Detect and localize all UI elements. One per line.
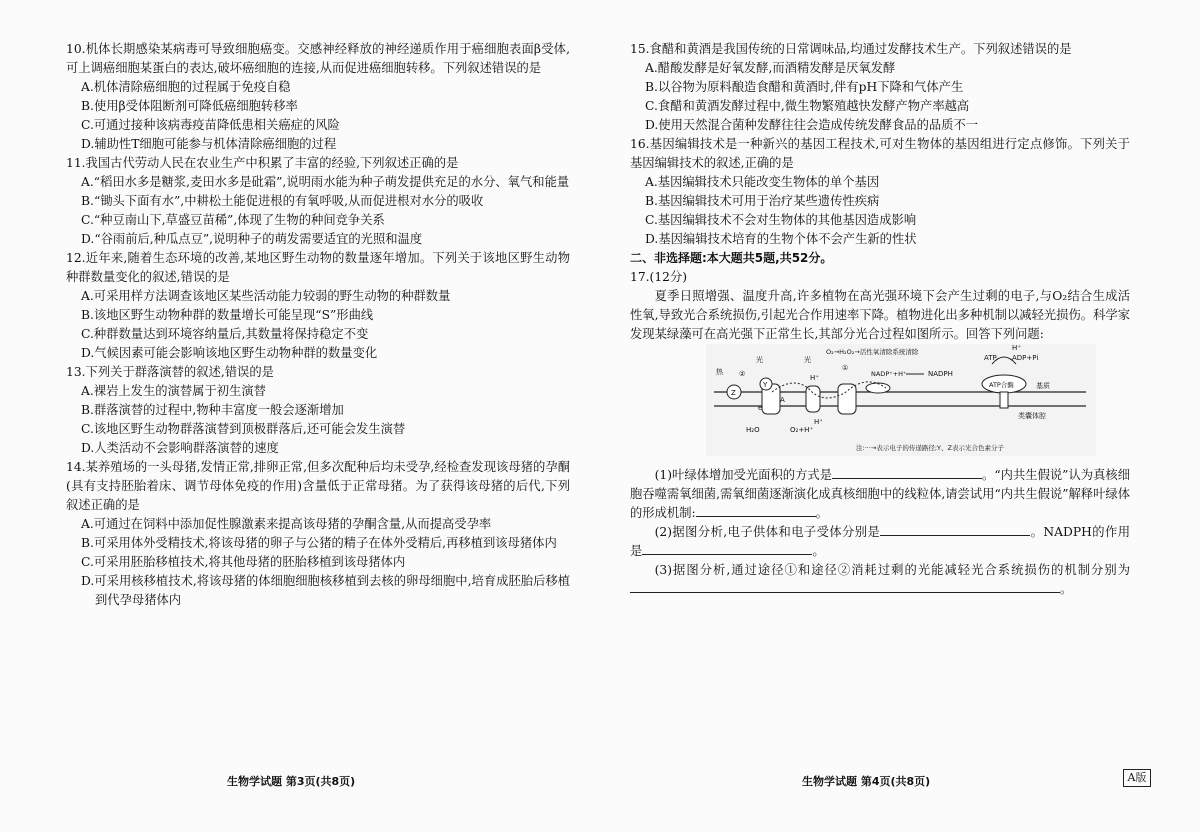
option-a: A.醋酸发酵是好氧发酵,而酒精发酵是厌氧发酵 xyxy=(645,61,896,75)
option-c: C.“种豆南山下,草盛豆苗稀”,体现了生物的种间竞争关系 xyxy=(81,213,385,227)
question-11 xyxy=(66,154,570,249)
option-a: A.机体清除癌细胞的过程属于免疫自稳 xyxy=(81,80,291,94)
subquestion-3: (3)据图分析,通过途径①和途径②消耗过剩的光能减轻光合系统损伤的机制分别为。 xyxy=(630,561,1130,599)
question-14 xyxy=(66,458,570,610)
photosynthesis-diagram xyxy=(706,344,1096,456)
subquestion-2: (2)据图分析,电子供体和电子受体分别是 。NADPH的作用是 。 xyxy=(630,525,1130,558)
option-a: A.可采用样方法调查该地区某些活动能力较弱的野生动物的种群数量 xyxy=(81,289,451,303)
answer-blank[interactable] xyxy=(832,466,982,479)
label-path-2: ② xyxy=(739,370,746,378)
label-nadp: NADP⁺+H⁺ xyxy=(871,370,907,378)
label-light-2: 光 xyxy=(804,356,811,364)
label-e: e xyxy=(758,404,763,412)
label-z: Z xyxy=(731,389,736,397)
option-a: A.“稻田水多是糖浆,麦田水多是砒霜”,说明雨水能为种子萌发提供充足的水分、氧气和能量 xyxy=(81,175,570,189)
option-b: B.基因编辑技术可用于治疗某些遗传性疾病 xyxy=(645,194,880,208)
label-h-plus-top: H⁺ xyxy=(810,374,819,382)
answer-blank[interactable] xyxy=(696,504,816,517)
label-stroma: 基质 xyxy=(1036,382,1050,390)
figure-note: 注:···→表示电子的传递路径;Y、Z表示光合色素分子 xyxy=(856,444,1004,452)
option-d: D.基因编辑技术培育的生物个体不会产生新的性状 xyxy=(645,232,917,246)
option-d: D.使用天然混合菌种发酵往往会造成传统发酵食品的品质不一 xyxy=(645,118,979,132)
option-d: D.气候因素可能会影响该地区野生动物种群的数量变化 xyxy=(81,346,378,360)
question-12 xyxy=(66,249,570,363)
answer-blank[interactable] xyxy=(880,523,1030,536)
question-stem: 13.下列关于群落演替的叙述,错误的是 xyxy=(66,365,274,379)
footer-page-left: 生物学试题 第3页(共8页) xyxy=(227,775,356,788)
version-badge: A版 xyxy=(1123,769,1151,787)
option-a: A.裸岩上发生的演替属于初生演替 xyxy=(81,384,266,398)
label-nadph: NADPH xyxy=(928,370,953,378)
label-h-plus-bottom: H⁺ xyxy=(814,418,823,426)
question-stem: 11.我国古代劳动人民在农业生产中积累了丰富的经验,下列叙述正确的是 xyxy=(66,156,459,170)
option-c: C.可采用胚胎移植技术,将其他母猪的胚胎移植到该母猪体内 xyxy=(81,555,406,569)
option-b: B.群落演替的过程中,物种丰富度一般会逐渐增加 xyxy=(81,403,344,417)
left-column xyxy=(66,40,570,610)
question-head: 17.(12分) xyxy=(630,270,688,284)
option-c: C.食醋和黄酒发酵过程中,微生物繁殖越快发酵产物产率越高 xyxy=(645,99,970,113)
question-stem: 16.基因编辑技术是一种新兴的基因工程技术,可对生物体的基因组进行定点修饰。下列关于基因编辑技术的叙述,正确的是 xyxy=(630,137,1130,170)
question-intro: 夏季日照增强、温度升高,许多植物在高光强环境下会产生过剩的电子,与O₂结合生成活性氧,导致光合系统损伤,引起光合作用速率下降。植物进化出多种机制以减轻光损伤。科学家发现某绿藻可在高光强下正常生长,其部分光合过程如图所示。回答下列问题: xyxy=(630,289,1130,341)
question-13 xyxy=(66,363,570,458)
atp-synthase-stalk xyxy=(1000,392,1008,408)
footer-page-right: 生物学试题 第4页(共8页) xyxy=(802,775,931,788)
cytochrome-complex xyxy=(806,386,820,412)
option-d: D.辅助性T细胞可能参与机体清除癌细胞的过程 xyxy=(81,137,337,151)
question-10 xyxy=(66,40,570,154)
label-heat: 热 xyxy=(716,368,723,376)
label-light-1: 光 xyxy=(756,356,763,364)
label-y: Y xyxy=(763,381,768,389)
question-15 xyxy=(630,40,1130,135)
subquestion-1: (1)叶绿体增加受光面积的方式是 。“内共生假说”认为真核细胞吞噬需氧细菌,需氧细菌逐渐演化成真核细胞中的线粒体,请尝试用“内共生假说”解释叶绿体的形成机制: 。 xyxy=(630,468,1131,520)
option-a: A.基因编辑技术只能改变生物体的单个基因 xyxy=(645,175,880,189)
option-b: B.该地区野生动物种群的数量增长可能呈现“S”形曲线 xyxy=(81,308,374,322)
question-stem: 12.近年来,随着生态环境的改善,某地区野生动物的数量逐年增加。下列关于该地区野生动物种群数量变化的叙述,错误的是 xyxy=(66,251,570,284)
subquestion-3-text: (3)据图分析,通过途径①和途径②消耗过剩的光能减轻光合系统损伤的机制分别为 xyxy=(654,563,1130,577)
subquestion-1-cont: 。“内共生假说”认为真核细胞吞噬需氧细菌,需氧细菌逐渐演化成真核细胞中的线粒体,请尝试用“内共生假说”解释叶绿体的形成机制: xyxy=(630,468,1131,520)
label-lumen: 类囊体腔 xyxy=(1018,412,1046,420)
label-ros-clearance: O₂→H₂O₂→活性氧清除系统清除 xyxy=(826,348,919,356)
option-d: D.可采用核移植技术,将该母猪的体细胞细胞核移植到去核的卵母细胞中,培育成胚胎后移植到代孕母猪体内 xyxy=(81,574,570,607)
answer-blank[interactable] xyxy=(642,542,812,555)
subquestion-2-text: (2)据图分析,电子供体和电子受体分别是 xyxy=(654,525,881,539)
diagram-svg xyxy=(706,344,1096,456)
subquestion-2-cont: 。NADPH的作用是 xyxy=(630,525,1130,558)
option-d: D.人类活动不会影响群落演替的速度 xyxy=(81,441,279,455)
option-c: C.种群数量达到环境容纳量后,其数量将保持稳定不变 xyxy=(81,327,369,341)
label-atp: ATP xyxy=(984,354,997,362)
option-c: C.可通过接种该病毒疫苗降低患相关癌症的风险 xyxy=(81,118,340,132)
option-a: A.可通过在饲料中添加促性腺激素来提高该母猪的孕酮含量,从而提高受孕率 xyxy=(81,517,492,531)
answer-blank[interactable] xyxy=(630,580,1060,593)
question-stem: 10.机体长期感染某病毒可导致细胞癌变。交感神经释放的神经递质作用于癌细胞表面β受体,可上调癌细胞某蛋白的表达,破坏癌细胞的连接,从而促进癌细胞转移。下列叙述错误的是 xyxy=(66,42,570,75)
photosystem-i xyxy=(838,384,856,414)
question-stem: 14.某养殖场的一头母猪,发情正常,排卵正常,但多次配种后均未受孕,经检查发现该母猪的孕酮(具有支持胚胎着床、调节母体免疫的作用)含量低于正常母猪。为了获得该母猪的后代,下列叙述正确的是 xyxy=(66,460,570,512)
question-stem: 15.食醋和黄酒是我国传统的日常调味品,均通过发酵技术生产。下列叙述错误的是 xyxy=(630,42,1072,56)
label-h-plus-right: H⁺ xyxy=(1012,344,1021,352)
option-b: B.以谷物为原料酿造食醋和黄酒时,伴有pH下降和气体产生 xyxy=(645,80,964,94)
option-b: B.可采用体外受精技术,将该母猪的卵子与公猪的精子在体外受精后,再移植到该母猪体内 xyxy=(81,536,557,550)
label-path-1: ① xyxy=(842,364,849,372)
subquestion-1-text: (1)叶绿体增加受光面积的方式是 xyxy=(654,468,833,482)
option-b: B.“锄头下面有水”,中耕松土能促进根的有氧呼吸,从而促进根对水分的吸收 xyxy=(81,194,484,208)
right-column xyxy=(630,40,1130,599)
label-adp-pi: ADP+Pi xyxy=(1012,354,1039,362)
label-o2-h: O₂+H⁺ xyxy=(790,426,814,434)
question-16 xyxy=(630,135,1130,249)
section-heading: 二、非选择题:本大题共5题,共52分。 xyxy=(630,251,833,265)
option-d: D.“谷雨前后,种瓜点豆”,说明种子的萌发需要适宜的光照和温度 xyxy=(81,232,423,246)
option-c: C.基因编辑技术不会对生物体的其他基因造成影响 xyxy=(645,213,917,227)
label-atp-synthase: ATP合酶 xyxy=(989,381,1014,389)
ferredoxin-carrier xyxy=(866,383,890,393)
label-a: A xyxy=(780,396,785,404)
label-h2o: H₂O xyxy=(746,426,760,434)
option-b: B.使用β受体阻断剂可降低癌细胞转移率 xyxy=(81,99,298,113)
option-c: C.该地区野生动物群落演替到顶极群落后,还可能会发生演替 xyxy=(81,422,406,436)
